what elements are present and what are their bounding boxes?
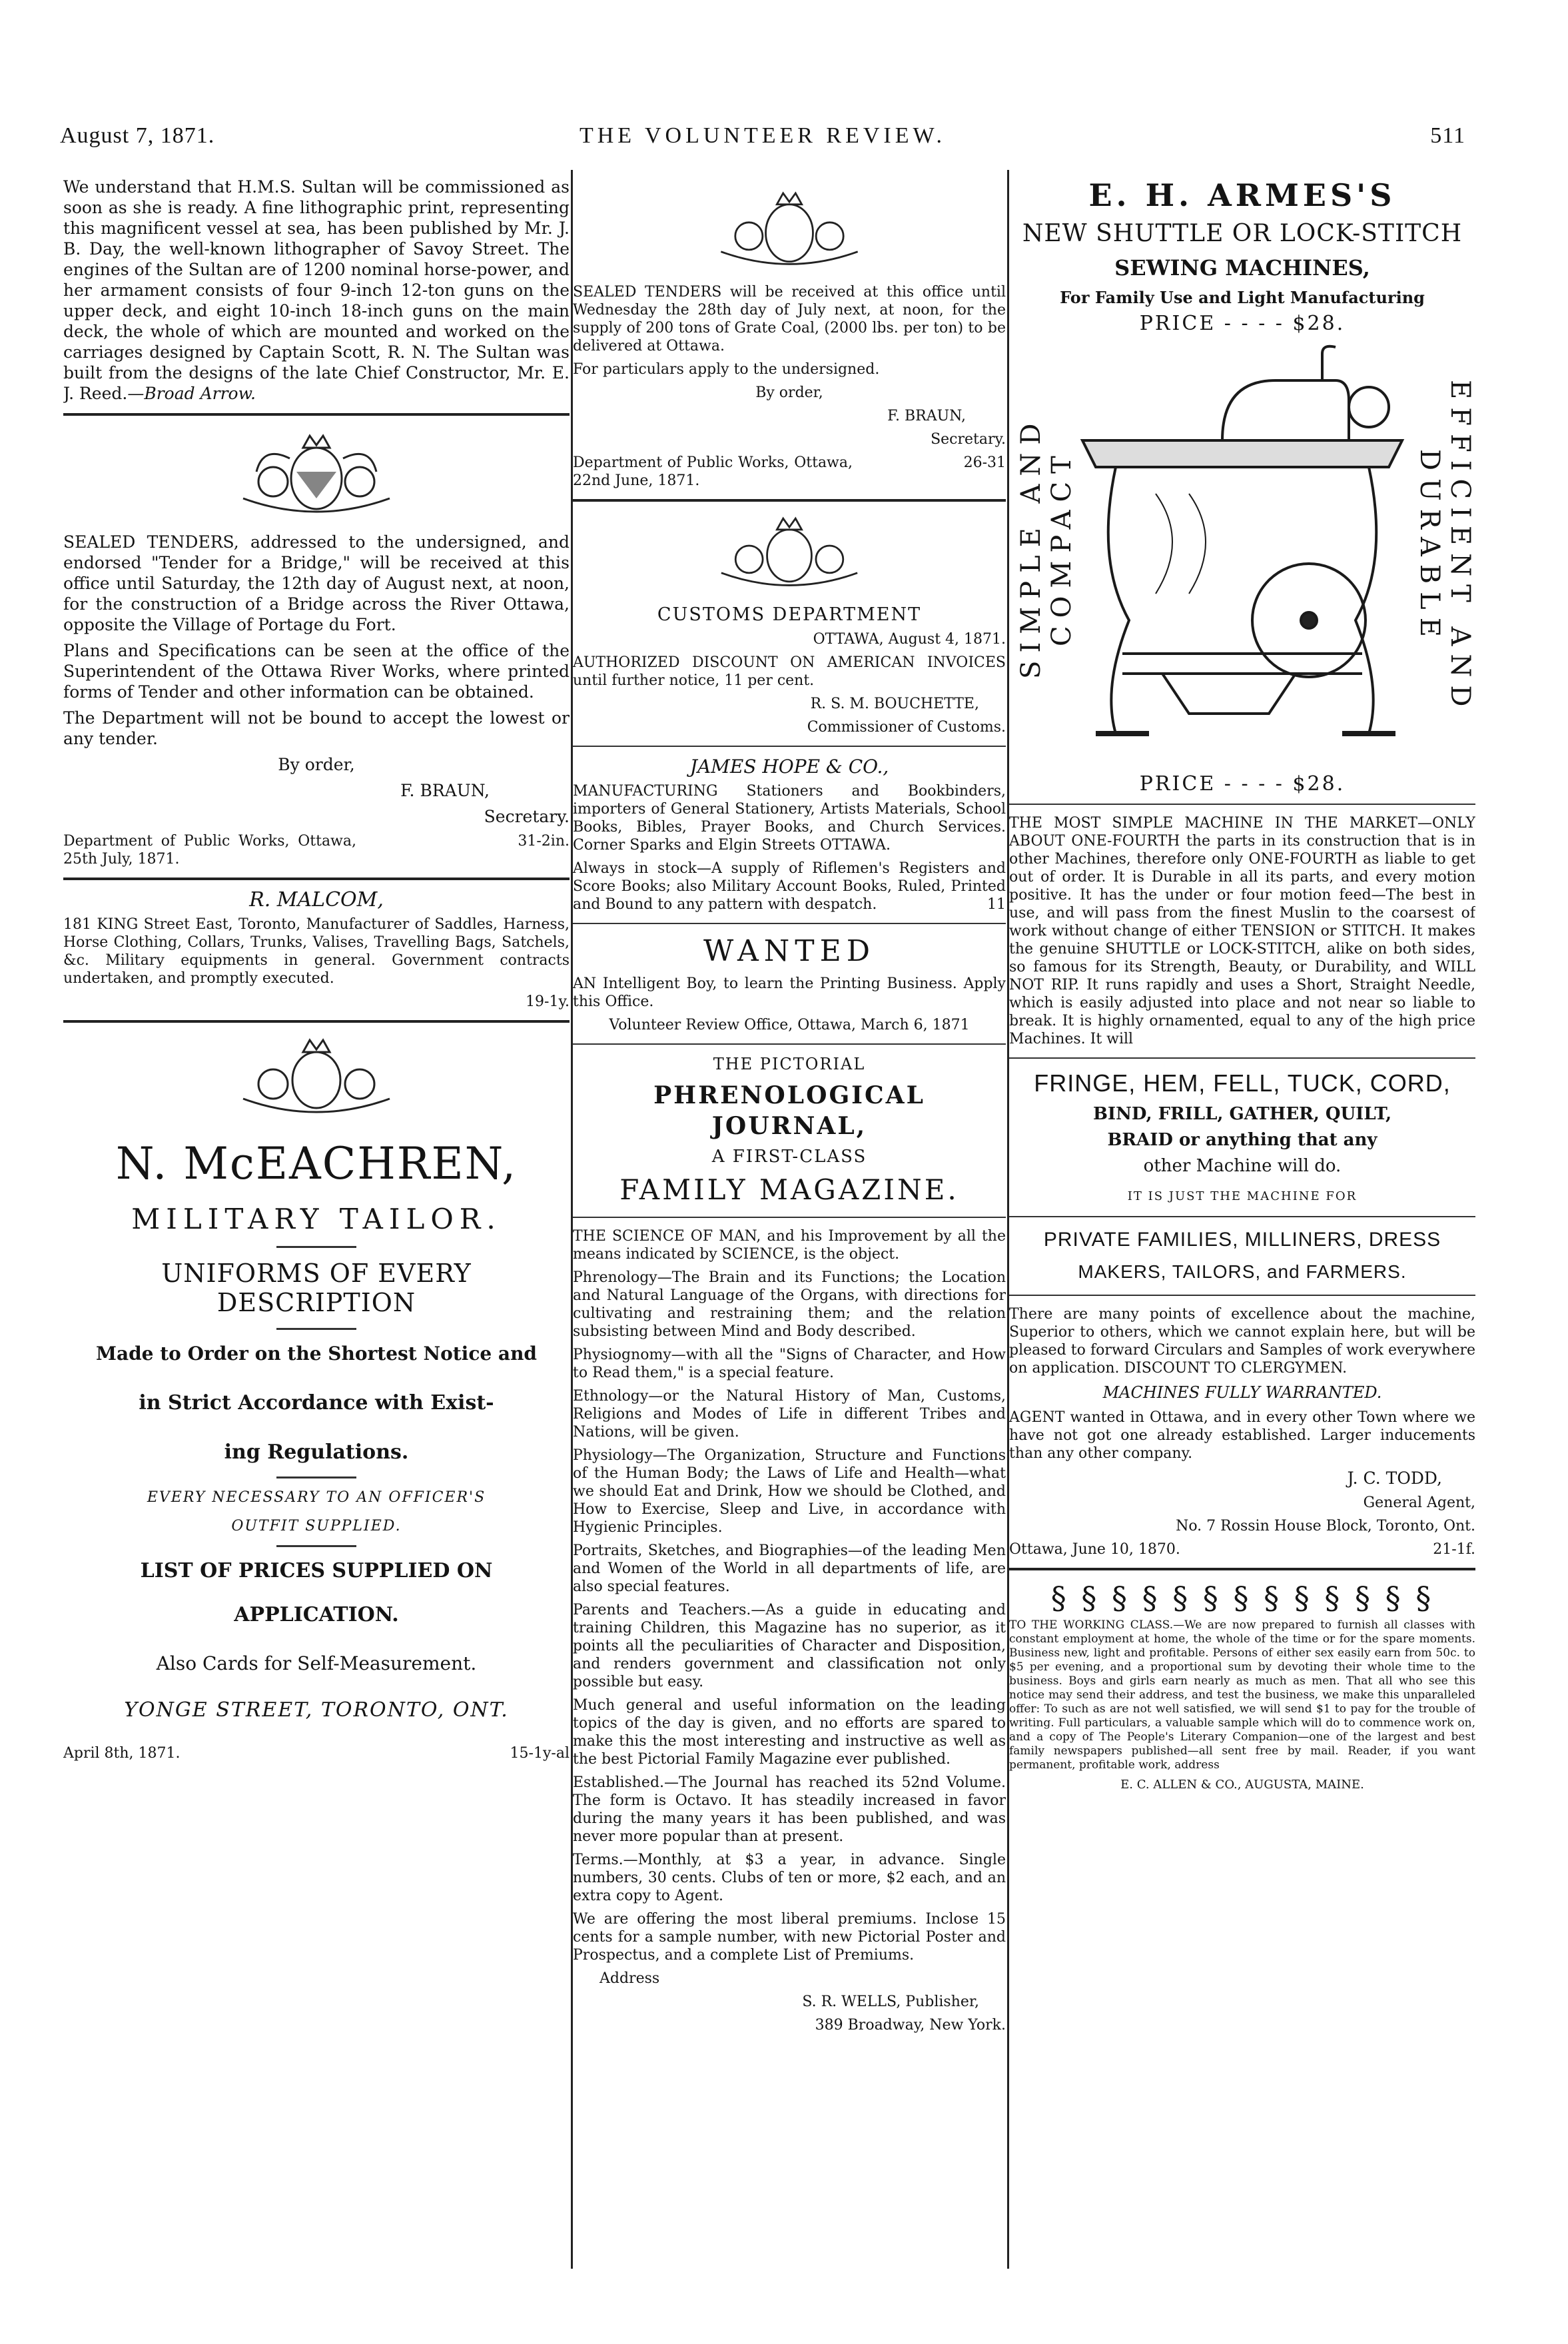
price-label: PRICE (1139, 312, 1216, 335)
wells-publisher: S. R. WELLS, Publisher, (802, 1994, 979, 2010)
masthead-page-number: 511 (1430, 123, 1465, 148)
braid-line: BRAID or anything that any (1107, 1130, 1377, 1150)
divider (573, 1217, 1006, 1218)
masthead (60, 123, 1465, 163)
bridge-signature: F. BRAUN, (400, 781, 490, 800)
bridge-department: The Department will not be bound to accept the lowest or any tender. (63, 708, 570, 748)
mceachren-dateline (63, 1744, 570, 1762)
just-the-machine: IT IS JUST THE MACHINE FOR (1127, 1189, 1358, 1203)
simple-compact-label: SIMPLE AND COMPACT (1016, 415, 1077, 679)
grate-signature: F. BRAUN, (887, 408, 966, 424)
sewing-machines-title: SEWING MACHINES, (1114, 255, 1370, 281)
made-to-order-line2: in Strict Accordance with Exist- (139, 1391, 494, 1415)
short-rule (276, 1476, 356, 1478)
todd-name: J. C. TODD, (1347, 1468, 1442, 1488)
sewing-machine-icon (1056, 340, 1429, 754)
other-line: other Machine will do. (1143, 1156, 1342, 1176)
price-dots: - - - - (1224, 312, 1284, 335)
column-2 (573, 177, 1006, 2295)
self-measurement: Also Cards for Self-Measurement. (156, 1652, 477, 1674)
physiognomy-section: Physiognomy—with all the "Signs of Character, and How to Read them," is a special feature. (573, 1347, 1006, 1381)
every-necessary: EVERY NECESSARY TO AN OFFICER'S (147, 1489, 486, 1506)
todd-date: Ottawa, June 10, 1870. (1009, 1541, 1180, 1558)
customs-body: AUTHORIZED DISCOUNT ON AMERICAN INVOICES until further notice, 11 per cent. (573, 654, 1006, 689)
bridge-signature-role: Secretary. (484, 807, 570, 826)
todd-address: No. 7 Rossin House Block, Toronto, Ont. (1176, 1518, 1475, 1534)
family-magazine-title: FAMILY MAGAZINE. (619, 1173, 959, 1206)
customs-date: OTTAWA, August 4, 1871. (813, 631, 1006, 648)
machine-description: THE MOST SIMPLE MACHINE IN THE MARKET—ONLY ABOUT ONE-FOURTH the parts in its construction that is in other Machines, therefore only ONE-FOURTH as liable to get out of order. It is Durable in all its parts, and every motion positive. It has the under or four motion feed—The best in use, and will pass from the finest Muslin to the coarsest of work without change of either TENSION or STITCH. It makes the genuine SHUTTLE or LOCK-STITCH, alike on both sides, so famous for its Strength, Beauty, or Durability, and WILL NOT RIP. It runs rapidly and uses a Short, Straight Needle, which is easily adjusted into place and not near so liable to break. It is highly ornamented, equal to any of the high price Machines. It will (1009, 815, 1475, 1047)
bridge-code: 31-2in. (518, 833, 570, 850)
wells-address: 389 Broadway, New York. (815, 2017, 1006, 2034)
made-to-order-line3: ing Regulations. (224, 1441, 409, 1464)
established-section: Established.—The Journal has reached its 52nd Volume. The form is Octavo. It has steadily increased in favor during the many years it has been published, and was never more popular than at present. (573, 1774, 1006, 1845)
divider (573, 923, 1006, 924)
pictorial-label: THE PICTORIAL (713, 1055, 866, 1073)
machines-warranted: MACHINES FULLY WARRANTED. (1102, 1383, 1382, 1402)
customs-title: CUSTOMS DEPARTMENT (657, 604, 922, 625)
hope-stock (573, 860, 1006, 913)
physiology-section: Physiology—The Organization, Structure and Functions of the Human Body; the Laws of Life and Health—what we should Eat and Drink, How we should be Clothed, and How to Exercise, Sleep and Live, in accordance with Hygienic Principles. (573, 1447, 1006, 1536)
malcom-ad: 181 KING Street East, Toronto, Manufacturer of Saddles, Harness, Horse Clothing, Collars, Trunks, Valises, Travelling Bags, Satchels, &c. Military equipments in general. Government contracts undertaken, and promptly executed. (63, 916, 570, 987)
private-families: PRIVATE FAMILIES, MILLINERS, DRESS (1043, 1229, 1441, 1251)
wanted-heading: WANTED (703, 934, 876, 968)
short-rule (276, 1328, 356, 1330)
science-of-man: THE SCIENCE OF MAN, and his Improvement by all the means indicated by SCIENCE, is the object. (573, 1228, 1006, 1263)
grate-particulars: For particulars apply to the undersigned. (573, 361, 880, 378)
first-class-label: A FIRST-CLASS (711, 1147, 867, 1167)
parents-section: Parents and Teachers.—As a guide in educating and training Children, this Magazine has no superior, as it points all the peculiarities of Character and Disposition, and renders government and classification not only possible but easy. (573, 1602, 1006, 1690)
portraits-section: Portraits, Sketches, and Biographies—of the leading Men and Women of the World in all departments of life, are also special features. (573, 1542, 1006, 1595)
hope-title: JAMES HOPE & CO., (689, 756, 889, 778)
price-dots: - - - - (1224, 772, 1284, 796)
royal-arms-seal-icon (216, 425, 416, 525)
agent-wanted: AGENT wanted in Ottawa, and in every other Town where we have not got one already established. Larger inducements than any other company. (1009, 1409, 1475, 1462)
address-label: Address (599, 1970, 660, 1987)
divider (1009, 1216, 1475, 1217)
short-rule (276, 1246, 356, 1248)
divider (573, 746, 1006, 747)
customs-name: R. S. M. BOUCHETTE, (810, 696, 979, 712)
grate-coal-tender: SEALED TENDERS will be received at this office until Wednesday the 28th day of July next, at noon, for the supply of 200 tons of Grate Coal, (2000 lbs. per ton) to be delivered at Ottawa. (573, 284, 1006, 354)
divider (1009, 1295, 1475, 1296)
allen-signature: E. C. ALLEN & CO., AUGUSTA, MAINE. (1120, 1778, 1364, 1792)
working-class-notice: TO THE WORKING CLASS.—We are now prepared to furnish all classes with constant employment at home, the whole of the time or for the spare moments. Business new, light and profitable. Persons of either sex easily earn from 50c. to $5 per evening, and a proportional sum by devoting their whole time to the business. Boys and girls earn nearly as much as men. That all who see this notice may send their address, and test the business, we make this unparalleled offer: To such as are not well satisfied, we will send $1 to pay for the trouble of writing. Full particulars, a valuable sample which will do to commence work on, and a copy of The People's Literary Companion—one of the largest and best family newspapers published—all sent free by mail. Reader, if you want permanent, profitable work, address (1009, 1618, 1475, 1772)
wanted-signature: Volunteer Review Office, Ottawa, March 6, 1871 (609, 1017, 970, 1033)
royal-arms-seal-icon (216, 1032, 416, 1125)
sultan-source: —Broad Arrow. (127, 384, 256, 403)
sewing-machine-illustration (1009, 340, 1475, 767)
ornament-border: § § § § § § § § § § § § § (1050, 1580, 1434, 1616)
bind-line: BIND, FRILL, GATHER, QUILT, (1092, 1104, 1392, 1124)
short-rule (276, 1545, 356, 1547)
mceachren-trade: MILITARY TAILOR. (131, 1203, 502, 1235)
todd-dateline (1009, 1540, 1475, 1558)
sultan-article (63, 177, 570, 404)
family-use: For Family Use and Light Manufacturing (1060, 288, 1425, 307)
divider (1009, 804, 1475, 805)
divider (1009, 1568, 1475, 1570)
mceachren-date: April 8th, 1871. (63, 1745, 181, 1762)
bridge-tender-notice: SEALED TENDERS, addressed to the undersigned, and endorsed "Tender for a Bridge," will be received at this office until Saturday, the 12th day of August next, at noon, for the construction of a Bridge across the River Ottawa, opposite the Village of Portage du Fort. (63, 532, 570, 634)
column-1 (63, 177, 570, 2295)
bridge-by-order: By order, (278, 755, 355, 774)
todd-code: 21-1f. (1433, 1541, 1475, 1558)
terms-section: Terms.—Monthly, at $3 a year, in advance. Single numbers, 30 cents. Clubs of ten or more, $2 each, and an extra copy to Agent. (573, 1852, 1006, 1904)
fringe-line: FRINGE, HEM, FELL, TUCK, CORD, (1034, 1069, 1451, 1097)
shuttle-title: NEW SHUTTLE OR LOCK-STITCH (1022, 220, 1463, 247)
grate-dateline (573, 454, 1006, 490)
malcom-title: R. MALCOM, (249, 888, 384, 911)
phrenology-section: Phrenology—The Brain and its Functions; the Location and Natural Language of the Organs, with directions for cultivating and restraining them; and the relation subsisting between Mind and Body described. (573, 1269, 1006, 1340)
column-3 (1009, 177, 1475, 2295)
grate-by-order: By order, (755, 384, 823, 401)
mceachren-code: 15-1y-al (510, 1745, 570, 1762)
yonge-street: YONGE STREET, TORONTO, ONT. (124, 1698, 509, 1722)
uniforms-heading: UNIFORMS OF EVERY DESCRIPTION (161, 1259, 472, 1317)
makers-tailors: MAKERS, TAILORS, and FARMERS. (1078, 1261, 1407, 1282)
divider (63, 413, 570, 416)
points-of-excellence: There are many points of excellence about the machine, Superior to others, which we cannot explain here, but will be pleased to forward Circulars and Samples of work everywhere on application. DISCOUNT TO CLERGYMEN. (1009, 1306, 1475, 1377)
list-of-prices: LIST OF PRICES SUPPLIED ON (140, 1559, 493, 1582)
grate-code: 26-31 (963, 454, 1006, 471)
price-bottom (1009, 774, 1475, 794)
divider (63, 878, 570, 880)
masthead-title: THE VOLUNTEER REVIEW. (579, 123, 946, 148)
offering-section: We are offering the most liberal premiums. Inclose 15 cents for a sample number, with new Pictorial Poster and Prospectus, and a complete List of Premiums. (573, 1911, 1006, 1964)
price-value: $28. (1292, 772, 1346, 796)
efficient-durable-label: EFFICIENT AND DURABLE (1414, 379, 1475, 715)
divider (63, 1020, 570, 1023)
royal-arms-seal-icon (696, 511, 883, 598)
masthead-date: August 7, 1871. (60, 123, 215, 148)
hope-body: MANUFACTURING Stationers and Bookbinders, importers of General Stationery, Artists Materials, School Books, Bibles, Prayer Books, and Church Services. Corner Sparks and Elgin Streets OTTAWA. (573, 783, 1006, 854)
sultan-text: We understand that H.M.S. Sultan will be commissioned as soon as she is ready. A fine lithographic print, representing this magnificent vessel at sea, has been published by Mr. J. B. Day, the well-known lithographer of Savoy Street. The engines of the Sultan are of 1200 nominal horse-power, and her armament consists of four 9-inch 12-ton guns on the upper deck, and eight 10-inch 18-inch guns on the main deck, the whole of which are mounted and worked on the carriages designed by Captain Scott, R. N. The Sultan was built from the designs of the late Chief Constructor, Mr. E. J. Reed. (63, 177, 570, 403)
malcom-code: 19-1y. (526, 993, 570, 1010)
application: APPLICATION. (234, 1603, 399, 1626)
bridge-plans: Plans and Specifications can be seen at the office of the Superintendent of the Ottawa River Works, where printed forms of Tender and other information can be obtained. (63, 641, 570, 702)
phrenological-journal-title: PHRENOLOGICAL JOURNAL, (653, 1081, 925, 1140)
hope-code: 11 (987, 896, 1006, 913)
made-to-order-line1: Made to Order on the Shortest Notice and (95, 1343, 538, 1365)
divider (573, 1043, 1006, 1045)
divider (1009, 1057, 1475, 1059)
bridge-dateline (63, 832, 570, 868)
wanted-body: AN Intelligent Boy, to learn the Printing Business. Apply this Office. (573, 975, 1006, 1010)
grate-dept-date: Department of Public Works, Ottawa, 22nd June, 1871. (573, 454, 853, 489)
price-label: PRICE (1139, 772, 1216, 796)
ethnology-section: Ethnology—or the Natural History of Man, Customs, Religions and Modes of Life in different Tribes and Nations, will be given. (573, 1388, 1006, 1441)
divider (573, 499, 1006, 502)
outfit-supplied: OUTFIT SUPPLIED. (231, 1518, 402, 1534)
mceachren-name: N. McEACHREN, (115, 1138, 518, 1189)
todd-role: General Agent, (1363, 1494, 1475, 1511)
armes-title: E. H. ARMES'S (1088, 177, 1396, 213)
royal-arms-seal-icon (696, 183, 883, 277)
bridge-dept-date: Department of Public Works, Ottawa, 25th July, 1871. (63, 833, 356, 868)
hope-stock-text: Always in stock—A supply of Riflemen's Registers and Score Books; also Military Account Books, Ruled, Printed and Bound to any pattern with despatch. (573, 860, 1006, 913)
price-value: $28. (1292, 312, 1346, 335)
grate-role: Secretary. (931, 431, 1006, 448)
customs-role: Commissioner of Customs. (807, 719, 1006, 736)
price-top (1009, 313, 1475, 334)
much-general-section: Much general and useful information on the leading topics of the day is given, and no efforts are spared to make this the most interesting and instructive as well as the best Pictorial Family Magazine ever published. (573, 1697, 1006, 1768)
